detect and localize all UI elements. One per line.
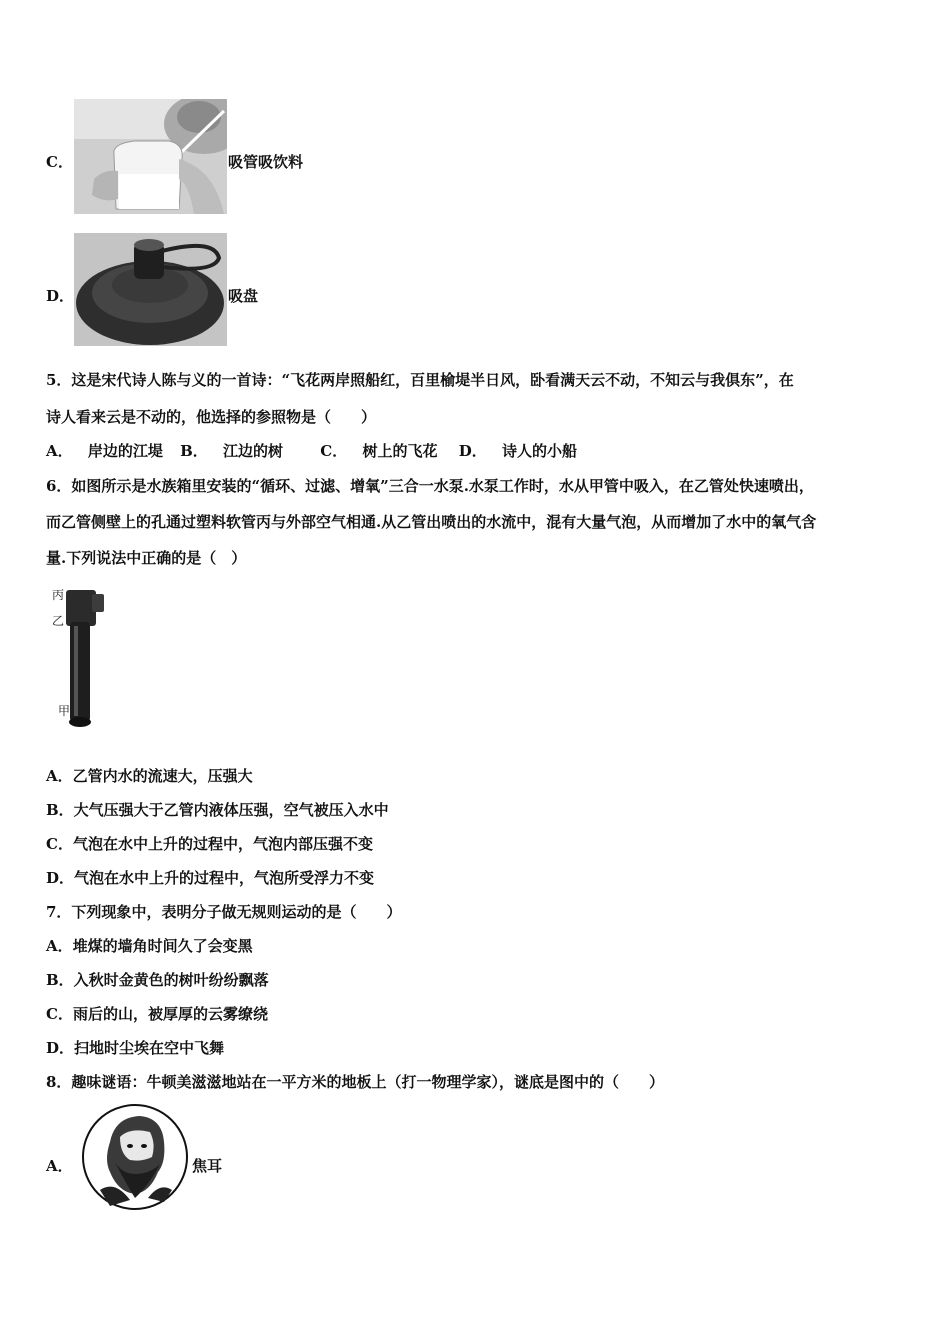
q8-option-a-caption: 焦耳 [192,1157,223,1175]
water-pump-figure [48,582,120,730]
q6-option-a: A．乙管内水的流速大，压强大 [46,767,253,785]
q6-stem-line2: 而乙管侧壁上的孔通过塑料软管丙与外部空气相通.从乙管出喷出的水流中，混有大量气泡，从而增加了水中的氧气含 [46,513,817,531]
q7-option-b: B．入秋时金黄色的树叶纷纷飘落 [46,971,269,989]
drinking-straw-photo [74,99,227,214]
q5-option-d-text: 诗人的小船 [501,442,577,460]
q5-option-a-text: 岸边的江堤 [87,442,163,460]
q7-option-d: D．扫地时尘埃在空中飞舞 [46,1039,225,1057]
q5-options-row [46,441,577,461]
q5-stem-line2: 诗人看来云是不动的，他选择的参照物是（ ） [46,408,377,426]
joule-portrait [80,1102,190,1212]
q4-option-d-letter: D． [46,287,75,305]
q5-stem-line1: 5．这是宋代诗人陈与义的一首诗：“飞花两岸照船红，百里榆堤半日风，卧看满天云不动，不知云与我俱东”，在 [46,371,794,389]
q4-option-d-caption: 吸盘 [228,287,259,305]
q5-option-c-text: 树上的飞花 [362,442,438,460]
q6-stem-line3: 量.下列说法中正确的是（ ） [46,549,247,567]
q6-option-b: B．大气压强大于乙管内液体压强，空气被压入水中 [46,801,389,819]
label-jia: 甲 [58,704,71,718]
label-bing: 丙 [52,588,65,602]
q5-option-b-text: 江边的树 [223,442,284,460]
q6-option-c: C．气泡在水中上升的过程中，气泡内部压强不变 [46,835,373,853]
q5-option-a-letter: A． [46,442,73,460]
q5-option-c-letter: C． [320,442,348,460]
q4-option-c-caption: 吸管吸饮料 [228,153,304,171]
q5-option-b-letter: B． [180,442,208,460]
q8-option-a-letter: A． [46,1157,73,1175]
q7-stem: 7．下列现象中，表明分子做无规则运动的是（ ） [46,903,402,921]
q7-option-a: A．堆煤的墙角时间久了会变黑 [46,937,253,955]
suction-cup-photo [74,233,227,346]
q5-option-d-letter: D． [458,442,487,460]
q7-option-c: C．雨后的山，被厚厚的云雾缭绕 [46,1005,268,1023]
q4-option-c-letter: C． [46,153,73,171]
q8-stem: 8．趣味谜语：牛顿美滋滋地站在一平方米的地板上（打一物理学家），谜底是图中的（ ） [46,1073,664,1091]
label-yi: 乙 [52,614,65,628]
q6-option-d: D．气泡在水中上升的过程中，气泡所受浮力不变 [46,869,375,887]
q6-stem-line1: 6．如图所示是水族箱里安装的“循环、过滤、增氧”三合一水泵.水泵工作时，水从甲管中吸入，在乙管处快速喷出， [46,477,814,495]
